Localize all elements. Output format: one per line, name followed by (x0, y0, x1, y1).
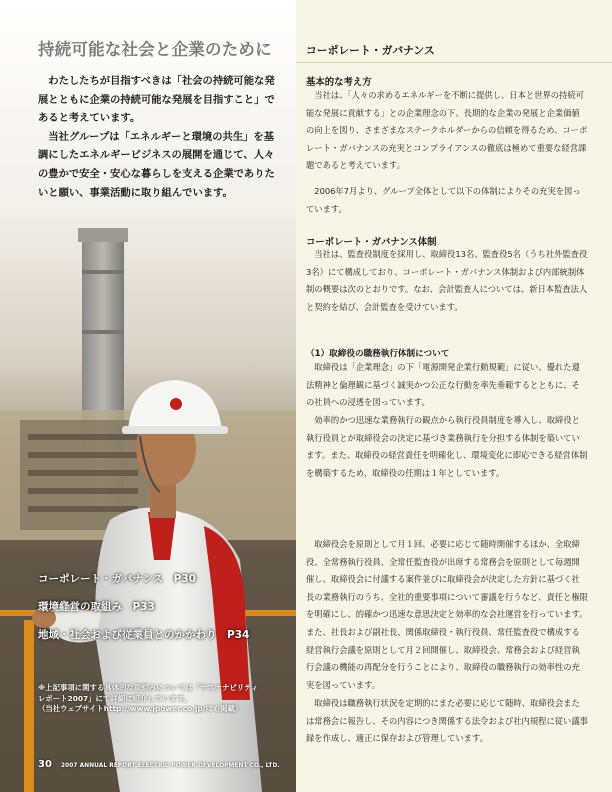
section-title: コーポレート・ガバナンス (306, 44, 435, 57)
page-title: 持続可能な社会と企業のために (38, 40, 272, 59)
paragraph: 2006年7月より、グループ全体として以下の体制によりその充実を図っています。 (306, 186, 581, 214)
intro-text (38, 72, 276, 202)
paragraph: 取締役は「企業理念」の下「電源開発企業行動規範」に従い、優れた遵法精神と倫理観に基づく誠実かつ公正な行動を率先垂範するとともに、その社員への浸透を図っています。 (306, 362, 580, 408)
page-footer (38, 752, 280, 771)
footer-text: 2007 ANNUAL REPORT ELECTRIC POWER DEVELOPMENT CO., LTD. (61, 763, 280, 769)
paragraph: 当社は、監査役制度を採用し、取締役13名、監査役5名（うち社外監査役3名）にて構成しており、コーポレート・ガバナンス体制および内部統制体制の概要は次のとおりです。なお、会計監査人については、新日本監査法人と契約を結び、会計監査を受けています。 (306, 249, 588, 312)
paragraph: 取締役は職務執行状況を定期的にまた必要に応じて随時、取締役会または常務会に報告し、その内容につき関係する法令および社内規程に従い議事録を作成し、適正に保存および管理しています。 (306, 698, 588, 744)
paragraph: 当社は、「人々の求めるエネルギーを不断に提供し、日本と世界の持続可能な発展に貢献する」との企業理念の下、長期的な企業の発展と企業価値の向上を図り、さまざまなステークホルダーからの信頼を得るため、コーポレート・ガバナンスの充実とコンプライアンスの徹底は極めて重要な経営課題であると考えています。 (306, 90, 588, 171)
heading-directors-system: （1）取締役の職務執行体制について (306, 349, 450, 359)
footnote (38, 683, 268, 715)
link-corporate-governance[interactable]: コーポレート・ガバナンス P30 (38, 573, 196, 585)
text-column (296, 0, 612, 792)
section-links (38, 571, 288, 642)
heading-basic-policy: 基本的な考え方 (306, 77, 372, 88)
footnote-line: ※上記事項に関する具体的な取組みについては「サステナビリティ (38, 683, 259, 692)
paragraph: 効率的かつ迅速な業務執行の観点から執行役員制度を導入し、取締役と執行役員とが取締役会の決定に基づき業務執行を分担する体制を築いています。また、取締役の経営責任を明確化し、環境変化に即応できる経営体制を構築するため、取締役の任期は１年としています。 (306, 415, 588, 478)
heading-governance-system: コーポレート・ガバナンス体制 (306, 237, 437, 248)
link-community-employees[interactable]: 地域・社会および従業員とのかかわり P34 (38, 629, 250, 641)
intro-paragraph: 当社グループは「エネルギーと環境の共生」を基調にしたエネルギービジネスの展開を通じて、人々の豊かで安全・安心な暮らしを支える企業でありたいと願い、事業活動に取り組んでいます。 (38, 130, 275, 199)
page-number: 30 (38, 759, 52, 770)
paragraph: 取締役会を原則として月１回、必要に応じて随時開催するほか、全取締役、全常務執行役員、全常任監査役が出席する常務会を原則として毎週開催し、取締役会に付議する案件並びに取締役会が決定した方針に基づく社長の業務執行のうち、全社的重要事項について審議を行うなど、責任と権限を明確にし、的確かつ迅速な意思決定と効率的な会社運営を行っています。また、社長および副社長、関係取締役・執行役員、常任監査役で構成する経営執行会議を原則として月２回開催し、取締役会、常務会および経営執行会議の機能の再配分を行うことにより、取締役の職務執行の効率性の充実を図っています。 (306, 539, 588, 690)
link-environmental-management[interactable]: 環境経営の取組み P33 (38, 601, 155, 613)
intro-paragraph: わたしたちが目指すべきは「社会の持続可能な発展とともに企業の持続可能な発展を目指すこと」であると考えています。 (38, 75, 275, 125)
footnote-line: （当社ウェブサイトhttp://www.jpower.co.jp/にも掲載） (38, 704, 243, 713)
photo-panel (0, 0, 296, 792)
section-divider (296, 62, 612, 63)
footnote-line: レポート2007」にて詳細に紹介しています。 (38, 693, 192, 703)
